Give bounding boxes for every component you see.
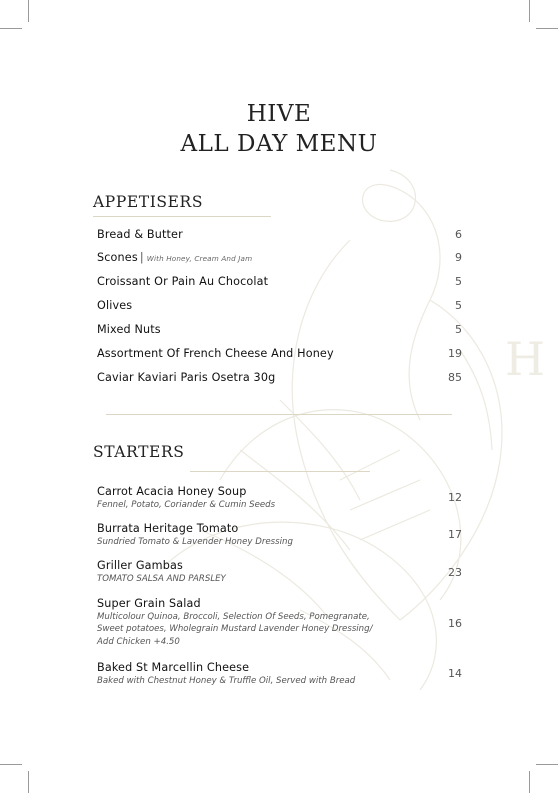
crop-mark-top-right-h bbox=[536, 28, 558, 29]
crop-mark-top-right bbox=[529, 0, 530, 22]
appetisers-divider bbox=[93, 216, 271, 217]
item-price: 19 bbox=[448, 347, 462, 360]
item-price: 5 bbox=[455, 275, 462, 288]
item-price: 85 bbox=[448, 371, 462, 384]
item-price: 14 bbox=[448, 667, 462, 680]
item-price: 16 bbox=[448, 617, 462, 630]
menu-title-line2: ALL DAY MENU bbox=[180, 131, 378, 157]
crop-mark-bottom-left-h bbox=[0, 764, 22, 765]
item-name: Bread & Butter bbox=[97, 228, 183, 241]
svg-text:H: H bbox=[505, 332, 546, 386]
crop-mark-top-left-h bbox=[0, 28, 22, 29]
separator: | bbox=[139, 251, 144, 264]
item-name: Burrata Heritage Tomato bbox=[97, 522, 239, 535]
item-name: Scones bbox=[97, 251, 138, 264]
item-description-line: Multicolour Quinoa, Broccoli, Selection Of Seeds, Pomegranate, bbox=[97, 612, 370, 622]
item-name: Super Grain Salad bbox=[97, 597, 201, 610]
item-note: With Honey, Cream And Jam bbox=[146, 254, 253, 263]
item-name-row bbox=[97, 251, 252, 264]
crop-mark-bottom-left bbox=[28, 771, 29, 793]
item-description-line: Sweet potatoes, Wholegrain Mustard Lavender Honey Dressing/ bbox=[97, 624, 373, 634]
item-name: Mixed Nuts bbox=[97, 323, 161, 336]
item-name: Baked St Marcellin Cheese bbox=[97, 661, 250, 674]
starters-divider bbox=[190, 471, 370, 472]
crop-mark-top-left bbox=[28, 0, 29, 22]
item-price: 9 bbox=[455, 251, 462, 264]
crop-mark-bottom-right bbox=[529, 771, 530, 793]
item-name: Carrot Acacia Honey Soup bbox=[97, 485, 247, 498]
section-divider bbox=[106, 414, 452, 415]
item-name: Caviar Kaviari Paris Osetra 30g bbox=[97, 371, 276, 384]
item-price: 17 bbox=[448, 528, 462, 541]
item-price: 5 bbox=[455, 323, 462, 336]
item-description-line: Add Chicken +4.50 bbox=[97, 637, 180, 647]
item-description: Sundried Tomato & Lavender Honey Dressing bbox=[97, 537, 293, 547]
starters-heading: STARTERS bbox=[93, 443, 185, 461]
appetisers-heading: APPETISERS bbox=[93, 193, 204, 211]
item-price: 12 bbox=[448, 491, 462, 504]
item-name: Assortment Of French Cheese And Honey bbox=[97, 347, 334, 360]
item-name: Griller Gambas bbox=[97, 559, 183, 572]
item-price: 6 bbox=[455, 228, 462, 241]
crop-mark-bottom-right-h bbox=[536, 764, 558, 765]
item-name: Croissant Or Pain Au Chocolat bbox=[97, 275, 269, 288]
item-description: TOMATO SALSA AND PARSLEY bbox=[97, 574, 226, 584]
item-description: Fennel, Potato, Coriander & Cumin Seeds bbox=[97, 500, 276, 510]
item-price: 23 bbox=[448, 566, 462, 579]
item-description: Baked with Chestnut Honey & Truffle Oil, Served with Bread bbox=[97, 676, 356, 686]
item-price: 5 bbox=[455, 299, 462, 312]
menu-title-line1: HIVE bbox=[246, 101, 312, 127]
item-name: Olives bbox=[97, 299, 133, 312]
